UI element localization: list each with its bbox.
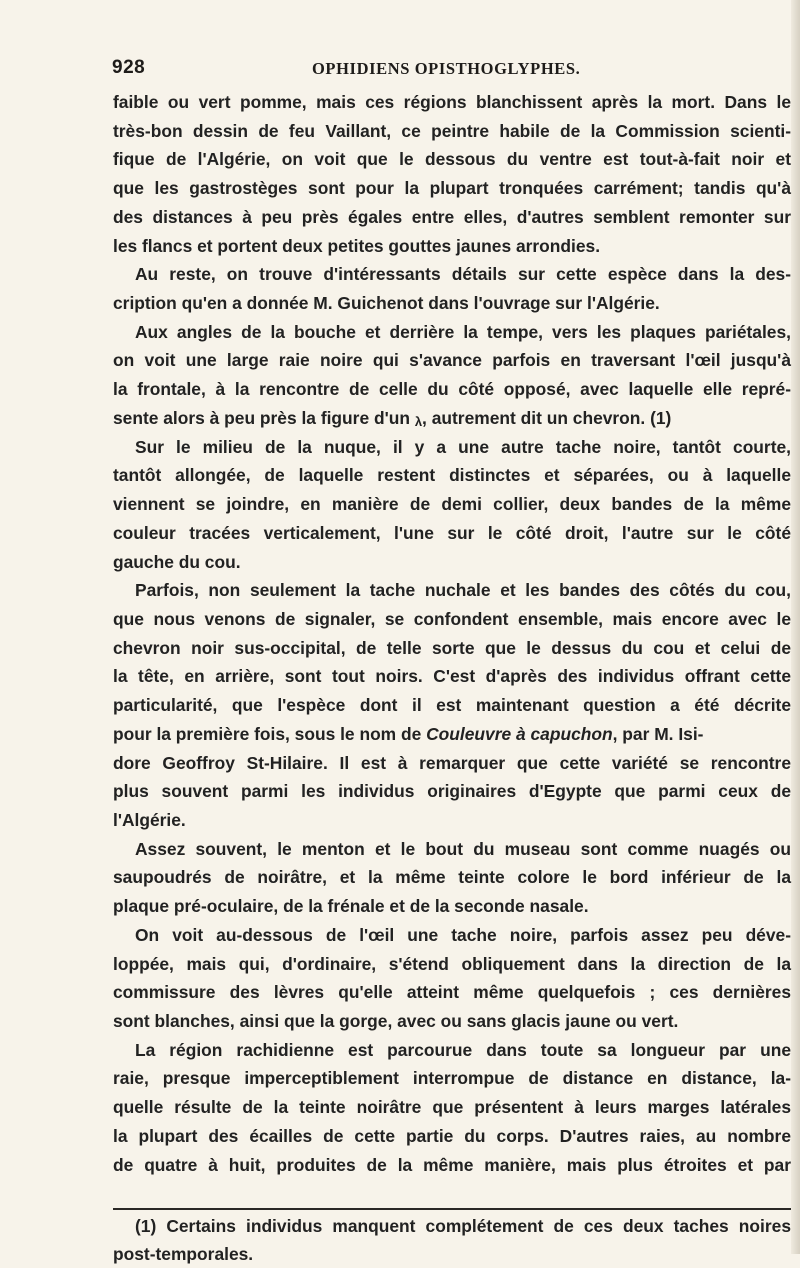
- text-line: plaque pré-oculaire, de la frénale et de la seconde nasale.: [113, 896, 589, 917]
- text-segment: sente alors à peu près la figure d'un: [113, 407, 410, 428]
- text-line: que les gastrostèges sont pour la plupart tronquées carrément; tandis qu'à: [113, 178, 791, 199]
- text-line: la plupart des écailles de cette partie du corps. D'autres raies, au nombre: [113, 1125, 791, 1146]
- text-line: la frontale, à la rencontre de celle du côté opposé, avec laquelle elle repré-: [113, 379, 791, 400]
- text-line: Parfois, non seulement la tache nuchale et les bandes des côtés du cou,: [135, 580, 791, 601]
- page-number: 928: [112, 57, 146, 78]
- text-segment: , autrement dit un chevron. (1): [422, 407, 672, 428]
- text-line: les flancs et portent deux petites gouttes jaunes arrondies.: [113, 235, 601, 256]
- running-title: OPHIDIENS OPISTHOGLYPHES.: [312, 59, 581, 78]
- body-text: [113, 88, 791, 1179]
- text-segment: , par M. Isi-: [612, 723, 704, 744]
- text-line: La région rachidienne est parcourue dans toute sa longueur par une: [135, 1039, 791, 1060]
- text-line: particularité, que l'espèce dont il est maintenant question a été décrite: [113, 695, 791, 716]
- text-line: Au reste, on trouve d'intéressants détails sur cette espèce dans la des-: [135, 264, 791, 285]
- footnote: [113, 1212, 791, 1268]
- text-line: saupoudrés de noirâtre, et la même teinte colore le bord inférieur de la: [113, 867, 791, 888]
- page-edge: [791, 0, 800, 1254]
- text-line: raie, presque imperceptiblement interrompue de distance en distance, la-: [113, 1068, 791, 1089]
- text-line-chevron: [113, 404, 791, 433]
- text-line: de quatre à huit, produites de la même manière, mais plus étroites et par: [113, 1154, 791, 1175]
- text-line: cription qu'en a donnée M. Guichenot dans l'ouvrage sur l'Algérie.: [113, 293, 660, 314]
- lambda-symbol: λ: [414, 413, 423, 429]
- species-name-italic: Couleuvre à capuchon: [426, 723, 613, 744]
- text-line: gauche du cou.: [113, 551, 241, 572]
- text-line: loppée, mais qui, d'ordinaire, s'étend obliquement dans la direction de la: [113, 953, 791, 974]
- text-line: Aux angles de la bouche et derrière la tempe, vers les plaques pariétales,: [135, 321, 791, 342]
- text-line: On voit au-dessous de l'œil une tache noire, parfois assez peu déve-: [135, 924, 791, 945]
- text-line: fique de l'Algérie, on voit que le dessous du ventre est tout-à-fait noir et: [113, 149, 791, 170]
- text-line: commissure des lèvres qu'elle atteint même quelquefois ; ces dernières: [113, 982, 791, 1003]
- text-line: sont blanches, ainsi que la gorge, avec ou sans glacis jaune ou vert.: [113, 1011, 679, 1031]
- text-line: la tête, en arrière, sont tout noirs. C'est d'après des individus offrant cette: [113, 666, 791, 687]
- footnote-line: post-temporales.: [113, 1244, 254, 1264]
- text-line: on voit une large raie noire qui s'avance parfois en traversant l'œil jusqu'à: [113, 350, 791, 371]
- text-line: plus souvent parmi les individus originaires d'Egypte que parmi ceux de: [113, 781, 791, 802]
- text-line: dore Geoffroy St-Hilaire. Il est à remarquer que cette variété se rencontre: [113, 752, 791, 773]
- text-segment: pour la première fois, sous le nom de: [113, 723, 422, 744]
- text-line: tantôt allongée, de laquelle restent distinctes et séparées, ou à laquelle: [113, 465, 791, 486]
- text-line: l'Algérie.: [113, 809, 186, 830]
- text-line: que nous venons de signaler, se confondent ensemble, mais encore avec le: [113, 608, 791, 629]
- footnote-rule: [113, 1208, 791, 1210]
- text-line: viennent se joindre, en manière de demi collier, deux bandes de la même: [113, 494, 791, 515]
- text-line: Assez souvent, le menton et le bout du museau sont comme nuagés ou: [135, 838, 791, 859]
- text-line: faible ou vert pomme, mais ces régions blanchissent après la mort. Dans le: [113, 92, 791, 112]
- text-line: couleur tracées verticalement, l'une sur le côté droit, l'autre sur le côté: [113, 522, 791, 543]
- footnote-line: (1) Certains individus manquent complétement de ces deux taches noires: [135, 1216, 791, 1236]
- text-line: Sur le milieu de la nuque, il y a une autre tache noire, tantôt courte,: [135, 436, 791, 457]
- text-line-species-name: [113, 720, 791, 749]
- page-header: [112, 57, 702, 83]
- text-line: des distances à peu près égales entre elles, d'autres semblent remonter sur: [113, 206, 791, 227]
- text-line: quelle résulte de la teinte noirâtre que présentent à leurs marges latérales: [113, 1097, 791, 1118]
- text-line: chevron noir sus-occipital, de telle sorte que le dessus du cou et celui de: [113, 637, 791, 658]
- text-line: très-bon dessin de feu Vaillant, ce peintre habile de la Commission scienti-: [113, 120, 791, 141]
